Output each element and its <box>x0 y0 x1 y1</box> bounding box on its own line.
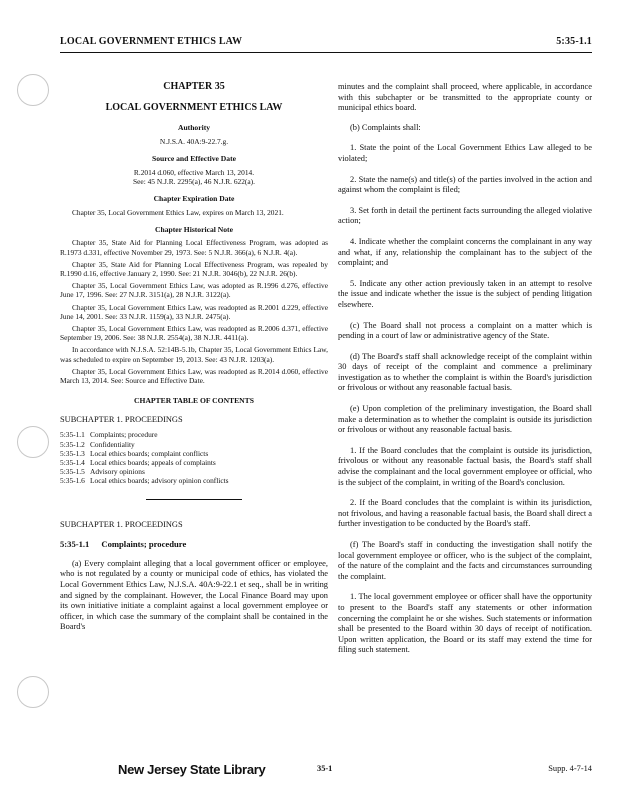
authority-heading: Authority <box>177 123 211 133</box>
toc-entry[interactable] <box>60 467 328 476</box>
toc-entry-number: 5:35-1.5 <box>60 467 85 477</box>
subchapter-heading: SUBCHAPTER 1. PROCEEDINGS <box>60 519 183 529</box>
paragraph-b-item: 5. Indicate any other action previously taken in an attempt to resolve the issue and indicate whether the issue is the subject of pending litigation elsewhere. <box>338 278 592 309</box>
section-number: 5:35-1.1 <box>60 539 90 550</box>
paragraph-a-continued: minutes and the complaint shall proceed, where applicable, in accordance with this subchapter or be transmitted to the appropriate county or municipal ethics board. <box>338 82 592 113</box>
supplement-date: Supp. 4-7-14 <box>548 764 592 773</box>
toc-entry-title: Confidentiality <box>90 439 135 449</box>
paragraph-e-item: 1. If the Board concludes that the complaint is outside its jurisdiction, frivolous or without any reasonable factual basis, the Board's staff shall advise the complainant and the local government employee or official, who is the subject of the complaint, in writing of the Board's conclusion. <box>338 445 592 487</box>
toc-entry-title: Local ethics boards; appeals of complaints <box>90 458 216 468</box>
page-number: 35-1 <box>317 764 333 773</box>
paragraph-e-item: 2. If the Board concludes that the complaint is within its jurisdiction, not frivolous, and having a reasonable factual basis, the Board shall direct a further investigation to be conducted by the Board's staff. <box>338 498 592 529</box>
source-line: See: 45 N.J.R. 2295(a), 46 N.J.R. 622(a). <box>133 176 255 186</box>
paragraph-b-item: 2. State the name(s) and title(s) of the parties involved in the action and against whom the complaint is filed; <box>338 174 592 195</box>
toc-entry-number: 5:35-1.4 <box>60 458 85 468</box>
toc-entry[interactable] <box>60 440 328 449</box>
history-heading: Chapter Historical Note <box>155 224 233 234</box>
paragraph-b-item: 4. Indicate whether the complaint concerns the complainant in any way and what, if any, relationship the complainant has to the subject of the complaint; and <box>338 236 592 268</box>
running-header-section: 5:35-1.1 <box>556 36 592 47</box>
history-note: Chapter 35, Local Government Ethics Law, was adopted as R.1996 d.276, effective June 17, 1996. See: 27 N.J.R. 3151(a), 28 N.J.R. 3122(a). <box>60 281 328 300</box>
page-footer <box>60 762 592 782</box>
chapter-number: CHAPTER 35 <box>163 81 225 92</box>
paragraph-c: (c) The Board shall not process a complaint on a matter which is pending in a court of law or administrative agency of the State. <box>338 320 592 341</box>
toc-entry[interactable] <box>60 458 328 467</box>
section-heading <box>60 539 328 550</box>
history-note: Chapter 35, Local Government Ethics Law, was readopted as R.2006 d.371, effective September 19, 2006. See: 38 N.J.R. 2554(a), 38 N.J.R. 4411(a). <box>60 324 328 343</box>
library-watermark: New Jersey State Library <box>118 762 266 777</box>
toc-entry-title: Local ethics boards; advisory opinion conflicts <box>90 476 229 486</box>
expiration-text: Chapter 35, Local Government Ethics Law, expires on March 13, 2021. <box>72 207 284 217</box>
toc-entry-title: Advisory opinions <box>90 467 145 477</box>
header-rule <box>60 52 592 53</box>
paragraph-b: (b) Complaints shall: <box>350 122 421 132</box>
right-column <box>338 82 592 666</box>
paragraph-b-item: 3. Set forth in detail the pertinent facts surrounding the alleged violative action; <box>338 205 592 226</box>
binder-hole-mark <box>17 676 49 708</box>
toc-entry-number: 5:35-1.6 <box>60 476 85 486</box>
toc-entry-title: Local ethics boards; complaint conflicts <box>90 448 209 458</box>
history-note: Chapter 35, State Aid for Planning Local Effectiveness Program, was adopted as R.1973 d.331, effective November 29, 1973. See: 5 N.J.R. 366(a), 6 N.J.R. 4(a). <box>60 238 328 257</box>
paragraph-d: (d) The Board's staff shall acknowledge receipt of the complaint within 30 days of receipt of the complaint and commence a preliminary investigation as to whether the complaint is within the Board's jurisdiction or frivolous or without any reasonable factual basis. <box>338 351 592 393</box>
left-column <box>60 82 328 643</box>
toc-entry-number: 5:35-1.2 <box>60 439 85 449</box>
toc-entry[interactable] <box>60 449 328 458</box>
toc-entry-title: Complaints; procedure <box>90 430 158 440</box>
authority-text: N.J.S.A. 40A:9-22.7.g. <box>159 136 229 146</box>
toc-list <box>60 430 328 485</box>
running-header-title: LOCAL GOVERNMENT ETHICS LAW <box>60 36 243 47</box>
chapter-title: LOCAL GOVERNMENT ETHICS LAW <box>105 101 283 113</box>
section-divider <box>146 499 242 500</box>
toc-subchapter: SUBCHAPTER 1. PROCEEDINGS <box>60 414 183 424</box>
history-note: In accordance with N.J.S.A. 52:14B-5.1b, Chapter 35, Local Government Ethics Law, was scheduled to expire on September 19, 2013. See: 43 N.J.R. 1203(a). <box>60 345 328 364</box>
section-title: Complaints; procedure <box>101 539 187 550</box>
toc-entry[interactable] <box>60 430 328 439</box>
history-note: Chapter 35, Local Government Ethics Law, was readopted as R.2001 d.229, effective June 14, 2001. See: 33 N.J.R. 1159(a), 33 N.J.R. 2475(a). <box>60 302 328 321</box>
history-note: Chapter 35, Local Government Ethics Law, was readopted as R.2014 d.060, effective March 13, 2014. See: Source and Effective Date. <box>60 366 328 386</box>
paragraph-f-item: 1. The local government employee or officer shall have the opportunity to present to the Board's staff any statements or other information concerning the complaint he or she wishes. Such statements or information shall be presented to the Board within 30 days of receipt of notification. Upon written application, the Board or its staff may extend the time for filing such statement. <box>338 592 592 655</box>
paragraph-b-item: 1. State the point of the Local Government Ethics Law alleged to be violated; <box>338 143 592 163</box>
source-line: R.2014 d.060, effective March 13, 2014. <box>133 167 255 177</box>
toc-entry-number: 5:35-1.3 <box>60 448 85 458</box>
source-heading: Source and Effective Date <box>151 153 236 163</box>
paragraph-e: (e) Upon completion of the preliminary investigation, the Board shall make a determination as to whether the complaint is outside its jurisdiction or frivolous or without any reasonable factual basis. <box>338 404 592 435</box>
toc-entry[interactable] <box>60 476 328 485</box>
expiration-heading: Chapter Expiration Date <box>153 193 235 203</box>
history-note: Chapter 35, State Aid for Planning Local Effectiveness Program, was repealed by R.1990 d.16, effective January 2, 1990. See: 21 N.J.R. 3046(b), 22 N.J.R. 26(b). <box>60 259 328 278</box>
toc-title: CHAPTER TABLE OF CONTENTS <box>134 396 254 406</box>
binder-hole-mark <box>17 74 49 106</box>
paragraph-a: (a) Every complaint alleging that a local government officer or employee, who is not regulated by a county or municipal code of ethics, has violated the Local Government Ethics Law, N.J.S.A. 40A:9-22.1 et seq., shall be in writing and signed by the complainant. However, the Local Finance Board may upon its own initiative initiate a complaint against a local government employee or officer, in which case the summary of the complaint shall be contained in the Board's <box>60 558 328 632</box>
binder-hole-mark <box>17 426 49 458</box>
paragraph-f: (f) The Board's staff in conducting the investigation shall notify the local government employee or officer, who is the subject of the complaint, of the nature of the complaint and the facts and circumstances surrounding the complaint. <box>338 540 592 581</box>
toc-entry-number: 5:35-1.1 <box>60 430 85 440</box>
running-header <box>60 36 592 50</box>
